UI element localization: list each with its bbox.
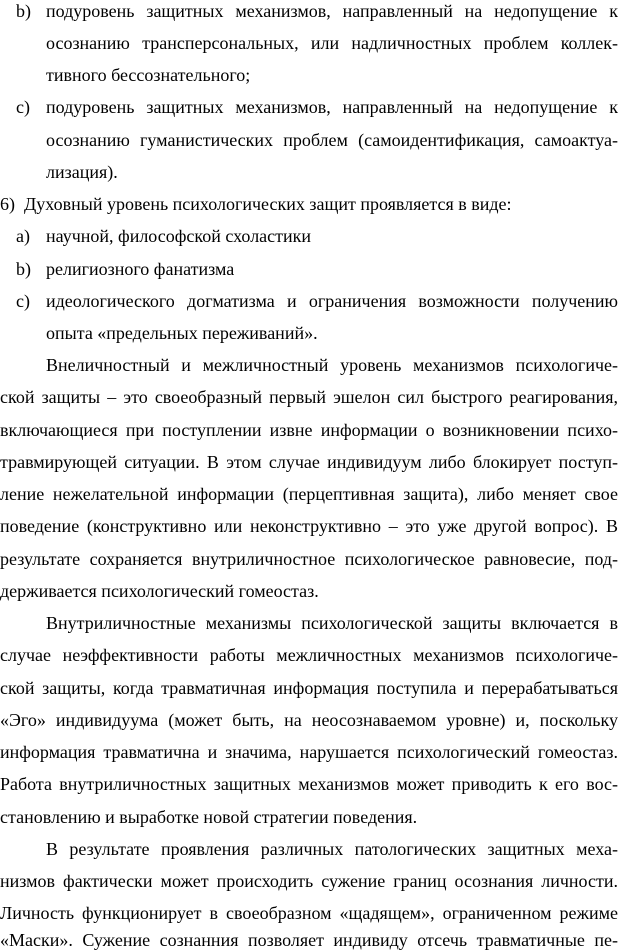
sub-label-a: a)	[16, 226, 30, 246]
paragraph-1-line-3: включающиеся при поступлении извне информации о возникновении психо-	[0, 420, 618, 440]
paragraph-2-line-1: Внутриличностные механизмы психологической защиты включается в	[46, 613, 618, 633]
list-item-c-line-2: осознанию гуманистических проблем (самоидентификация, самоактуа-	[46, 130, 618, 150]
paragraph-1-line-6: поведение (конструктивно или неконструктивно – это уже другой вопрос). В	[0, 516, 618, 536]
list-label-c: c)	[16, 97, 30, 117]
paragraph-3-line-4: «Маски». Сужение сознанния позволяет индивиду отсечь травматичные пе-	[0, 930, 618, 950]
list-item-b-line-2: осознанию трансперсональных, или надличностных проблем коллек-	[46, 33, 618, 53]
list-item-6-text: Духовный уровень психологических защит проявляется в виде:	[24, 194, 512, 214]
paragraph-1-line-7: результате сохраняется внутриличностное психологическое равновесие, под-	[0, 549, 618, 569]
paragraph-2-line-2: случае неэффективности работы межличностных механизмов психологиче-	[0, 645, 618, 665]
paragraph-3-line-1: В результате проявления различных патологических защитных меха-	[46, 839, 618, 859]
sub-item-b-line-1: религиозного фанатизма	[46, 259, 235, 279]
sub-label-c: c)	[16, 291, 30, 311]
paragraph-1-line-5: ление нежелательной информации (перцептивная защита), либо меняет свое	[0, 484, 618, 504]
sub-item-a-line-1: научной, философской схоластики	[46, 226, 312, 246]
list-item-c-line-1: подуровень защитных механизмов, направленный на недопущение к	[46, 97, 618, 117]
sub-item-c-line-2: опыта «предельных переживаний».	[46, 323, 318, 343]
paragraph-2-line-7: становлению и выработке новой стратегии поведения.	[0, 807, 418, 827]
paragraph-2-line-3: ской защиты, когда травматичная информация поступила и перерабатываться	[0, 678, 618, 698]
sub-item-c-line-1: идеологического догматизма и ограничения возможности получению	[46, 291, 618, 311]
paragraph-1-line-1: Внеличностный и межличностный уровень механизмов психологиче-	[46, 355, 618, 375]
list-label-b: b)	[16, 1, 31, 21]
paragraph-2-line-5: информация травматична и значима, нарушается психологический гомеостаз.	[0, 742, 618, 762]
list-item-b-line-3: тивного бессознательного;	[46, 65, 251, 85]
paragraph-2-line-6: Работа внутриличностных защитных механизмов может приводить к его вос-	[0, 774, 618, 794]
paragraph-1-line-2: ской защиты – это своеобразный первый эшелон сил быстрого реагирования,	[0, 387, 618, 407]
sub-label-b: b)	[16, 259, 31, 279]
paragraph-3-line-3: Личность функционирует в своеобразном «щадящем», ограниченном режиме	[0, 903, 618, 923]
list-item-b-line-1: подуровень защитных механизмов, направленный на недопущение к	[46, 1, 618, 21]
paragraph-2-line-4: «Эго» индивидуума (может быть, на неосознаваемом уровне) и, поскольку	[0, 710, 618, 730]
paragraph-3-line-2: низмов фактически может происходить сужение границ осознания личности.	[0, 871, 618, 891]
paragraph-1-line-4: травмирующей ситуации. В этом случае индивидуум либо блокирует поступ-	[0, 452, 618, 472]
paragraph-1-line-8: держивается психологический гомеостаз.	[0, 581, 319, 601]
list-label-6: 6)	[0, 194, 15, 214]
list-item-c-line-3: лизация).	[46, 162, 118, 182]
